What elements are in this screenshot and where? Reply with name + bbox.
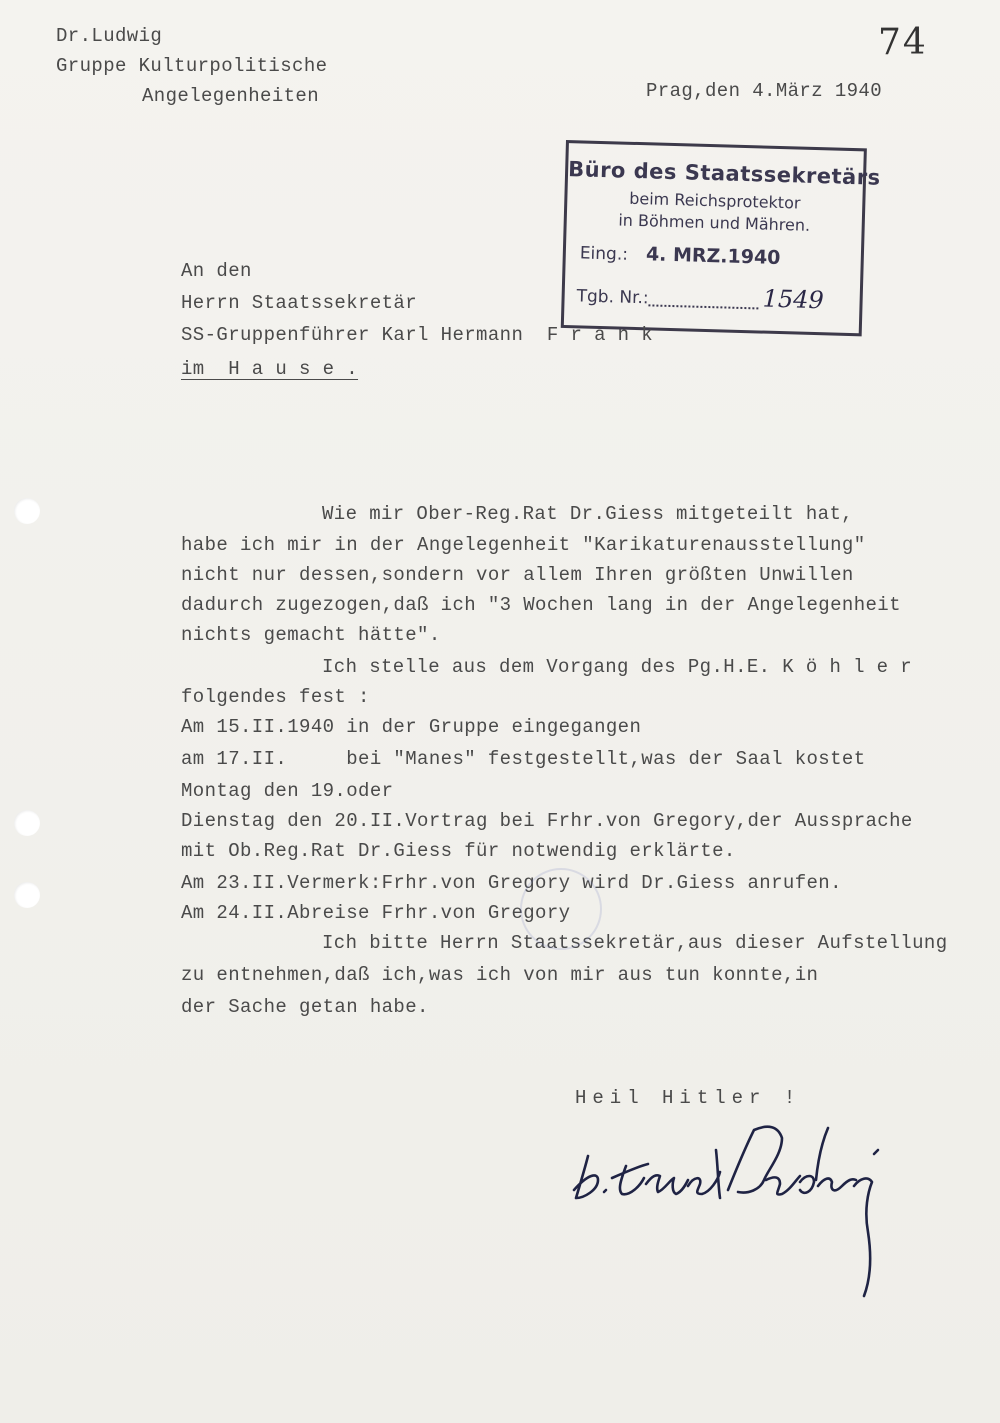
- stamp-office-line3: in Böhmen und Mähren.: [618, 210, 811, 235]
- body-line: folgendes fest :: [181, 686, 370, 708]
- closing-greeting: Heil Hitler !: [575, 1087, 802, 1109]
- body-line: Am 15.II.1940 in der Gruppe eingegangen: [181, 716, 642, 738]
- stamp-office-line2: beim Reichsprotektor: [628, 188, 801, 213]
- recipient-address: im H a u s e .: [181, 358, 359, 380]
- stamp-received-date: 4. MRZ.1940: [645, 243, 781, 270]
- punch-hole: [14, 882, 40, 908]
- body-line: nicht nur dessen,sondern vor allem Ihren größten Unwillen: [181, 564, 854, 586]
- body-line: Wie mir Ober-Reg.Rat Dr.Giess mitgeteilt hat,: [322, 503, 854, 525]
- handwritten-signature: [568, 1120, 908, 1320]
- body-line: Dienstag den 20.II.Vortrag bei Frhr.von Gregory,der Aussprache: [181, 810, 913, 832]
- body-line: Ich bitte Herrn Staatssekretär,aus dieser Aufstellung: [322, 932, 948, 954]
- sender-department-line2: Angelegenheiten: [142, 85, 320, 107]
- body-line: dadurch zugezogen,daß ich "3 Wochen lang in der Angelegenheit: [181, 594, 901, 616]
- body-line: Am 23.II.Vermerk:Frhr.von Gregory wird Dr.Giess anrufen.: [181, 872, 842, 894]
- stamp-number: [564, 279, 872, 316]
- body-line: Montag den 19.oder: [181, 780, 394, 802]
- stamp-number-label: Tgb. Nr.:: [576, 286, 649, 309]
- stamp-office: Büro des Staatssekretärs: [567, 157, 881, 190]
- body-line: der Sache getan habe.: [181, 996, 429, 1018]
- recipient-title: Herrn Staatssekretär: [181, 292, 418, 314]
- body-line: mit Ob.Reg.Rat Dr.Giess für notwendig erklärte.: [181, 840, 736, 862]
- stamp-number-dots: [648, 290, 758, 309]
- body-line: zu entnehmen,daß ich,was ich von mir aus tun konnte,in: [181, 964, 819, 986]
- folio-number: 74: [878, 22, 928, 63]
- body-line: habe ich mir in der Angelegenheit "Karikaturenausstellung": [181, 534, 866, 556]
- body-line: Ich stelle aus dem Vorgang des Pg.H.E. K ö h l e r: [322, 656, 913, 678]
- body-line: am 17.II. bei "Manes" festgestellt,was der Saal kostet: [181, 748, 866, 770]
- stamp-received-label: Eing.:: [579, 243, 629, 265]
- body-line: Am 24.II.Abreise Frhr.von Gregory: [181, 902, 571, 924]
- punch-hole: [14, 810, 40, 836]
- recipient-line: An den: [181, 260, 252, 282]
- recipient-name: SS-Gruppenführer Karl Hermann F r a n k: [181, 324, 654, 346]
- sender-name: Dr.Ludwig: [56, 25, 163, 47]
- punch-hole: [14, 498, 40, 524]
- stamp-number-value: 1549: [762, 284, 825, 315]
- place-date: Prag,den 4.März 1940: [646, 80, 883, 102]
- body-line: nichts gemacht hätte".: [181, 624, 441, 646]
- sender-department: Gruppe Kulturpolitische: [56, 55, 328, 77]
- receipt-stamp: [561, 140, 881, 336]
- stamp-received: [566, 241, 875, 272]
- faint-stamp-impression: [520, 868, 602, 950]
